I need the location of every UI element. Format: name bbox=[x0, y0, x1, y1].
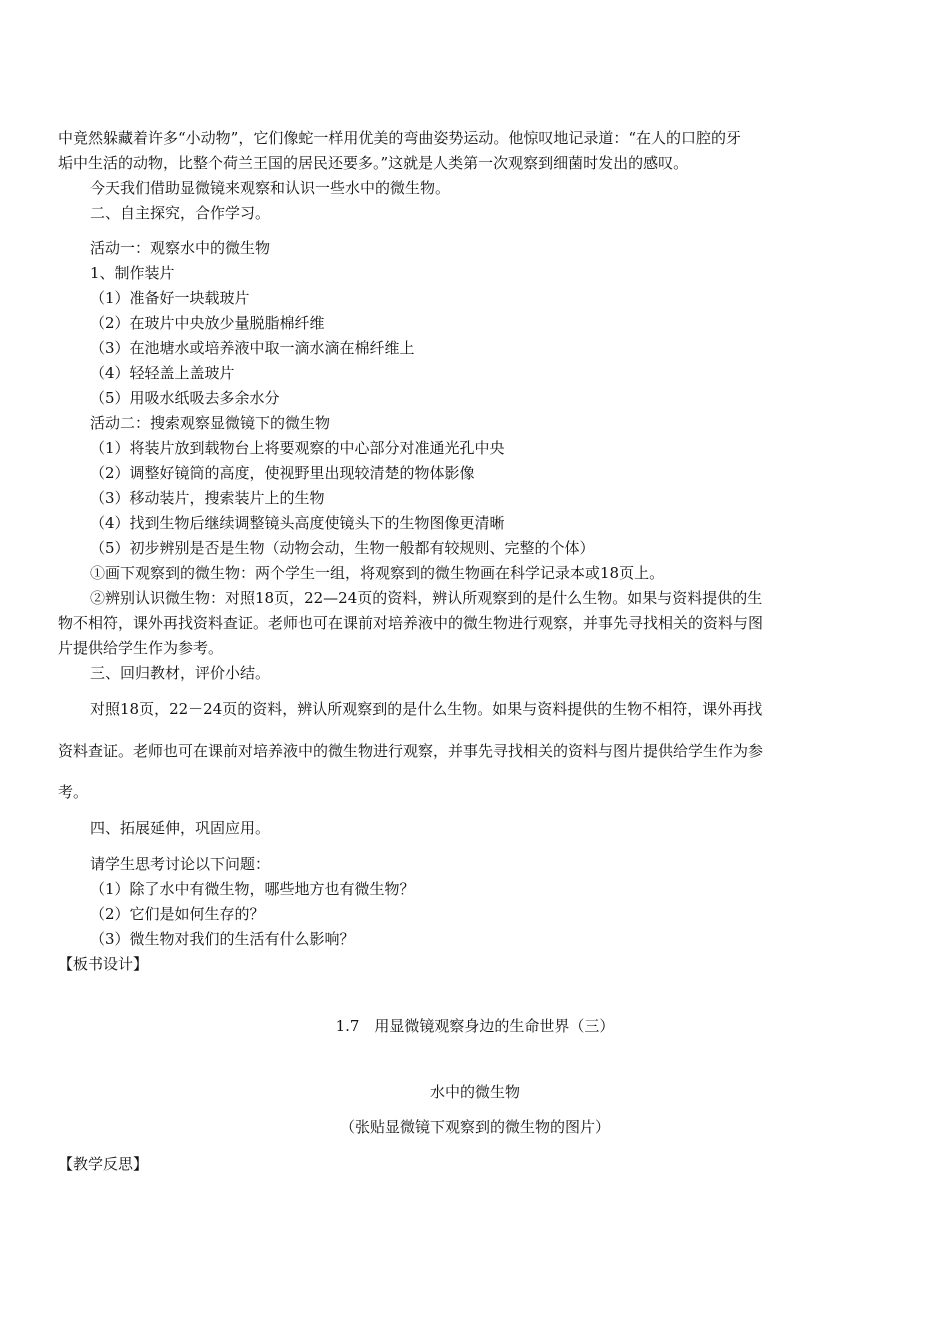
section-3-heading: 三、回归教材，评价小结。 bbox=[90, 664, 271, 682]
activity-2-step: （4）找到生物后继续调整镜头高度使镜头下的生物图像更清晰 bbox=[90, 514, 505, 532]
section-3-paragraph-line-2: 资料查证。老师也可在课前对培养液中的微生物进行观察，并事先寻找相关的资料与图片提供给学生作为参 bbox=[58, 742, 764, 760]
activity-2-step: （2）调整好镜筒的高度，使视野里出现较清楚的物体影像 bbox=[90, 464, 475, 482]
activity-2-step: （3）移动装片，搜索装片上的生物 bbox=[90, 489, 325, 507]
intro-line-1: 中竟然躲藏着许多“小动物”，它们像蛇一样用优美的弯曲姿势运动。他惊叹地记录道：“在人的口腔的牙 bbox=[58, 129, 742, 147]
section-3-paragraph-line-3: 考。 bbox=[58, 783, 89, 801]
item-draw-microbes: ①画下观察到的微生物：两个学生一组，将观察到的微生物画在科学记录本或18页上。 bbox=[90, 564, 665, 582]
section-4-heading: 四、拓展延伸，巩固应用。 bbox=[90, 819, 271, 837]
activity-2-step: （5）初步辨别是否是生物（动物会动，生物一般都有较规则、完整的个体） bbox=[90, 539, 595, 557]
activity-1-step: （2）在玻片中央放少量脱脂棉纤维 bbox=[90, 314, 325, 332]
board-design-label: 【板书设计】 bbox=[58, 955, 149, 973]
question-item: （3）微生物对我们的生活有什么影响？ bbox=[90, 930, 355, 948]
item-identify-line-1: ②辨别认识微生物：对照18页，22—24页的资料，辨认所观察到的是什么生物。如果与资料提供的生 bbox=[90, 589, 763, 607]
activity-2-step: （1）将装片放到载物台上将要观察的中心部分对准通光孔中央 bbox=[90, 439, 505, 457]
section-3-paragraph-line-1: 对照18页，22－24页的资料，辨认所观察到的是什么生物。如果与资料提供的生物不相符，课外再找 bbox=[90, 700, 763, 718]
activity-1-title: 活动一：观察水中的微生物 bbox=[90, 239, 271, 257]
teaching-reflection-label: 【教学反思】 bbox=[58, 1155, 149, 1173]
intro-line-2: 垢中生活的动物，比整个荷兰王国的居民还要多。”这就是人类第一次观察到细菌时发出的感叹。 bbox=[58, 154, 689, 172]
board-subtitle: 水中的微生物 bbox=[429, 1083, 520, 1101]
question-item: （1）除了水中有微生物，哪些地方也有微生物？ bbox=[90, 880, 415, 898]
activity-1-step: （1）准备好一块载玻片 bbox=[90, 289, 250, 307]
activity-1-step: （4）轻轻盖上盖玻片 bbox=[90, 364, 235, 382]
section-4-prompt: 请学生思考讨论以下问题： bbox=[90, 855, 271, 873]
section-2-heading: 二、自主探究，合作学习。 bbox=[90, 204, 271, 222]
intro-paragraph-2: 今天我们借助显微镜来观察和认识一些水中的微生物。 bbox=[90, 179, 451, 197]
item-identify-line-2: 物不相符，课外再找资料查证。老师也可在课前对培养液中的微生物进行观察，并事先寻找相关的资料与图 bbox=[58, 614, 764, 632]
question-item: （2）它们是如何生存的？ bbox=[90, 905, 265, 923]
board-note: （张贴显微镜下观察到的微生物的图片） bbox=[339, 1118, 610, 1136]
item-identify-line-3: 片提供给学生作为参考。 bbox=[58, 639, 224, 657]
activity-2-title: 活动二：搜索观察显微镜下的微生物 bbox=[90, 414, 331, 432]
activity-1-step: （5）用吸水纸吸去多余水分 bbox=[90, 389, 280, 407]
board-title: 1.7 用显微镜观察身边的生命世界（三） bbox=[335, 1017, 615, 1035]
activity-1-subtitle: 1、制作装片 bbox=[90, 264, 175, 282]
activity-1-step: （3）在池塘水或培养液中取一滴水滴在棉纤维上 bbox=[90, 339, 415, 357]
